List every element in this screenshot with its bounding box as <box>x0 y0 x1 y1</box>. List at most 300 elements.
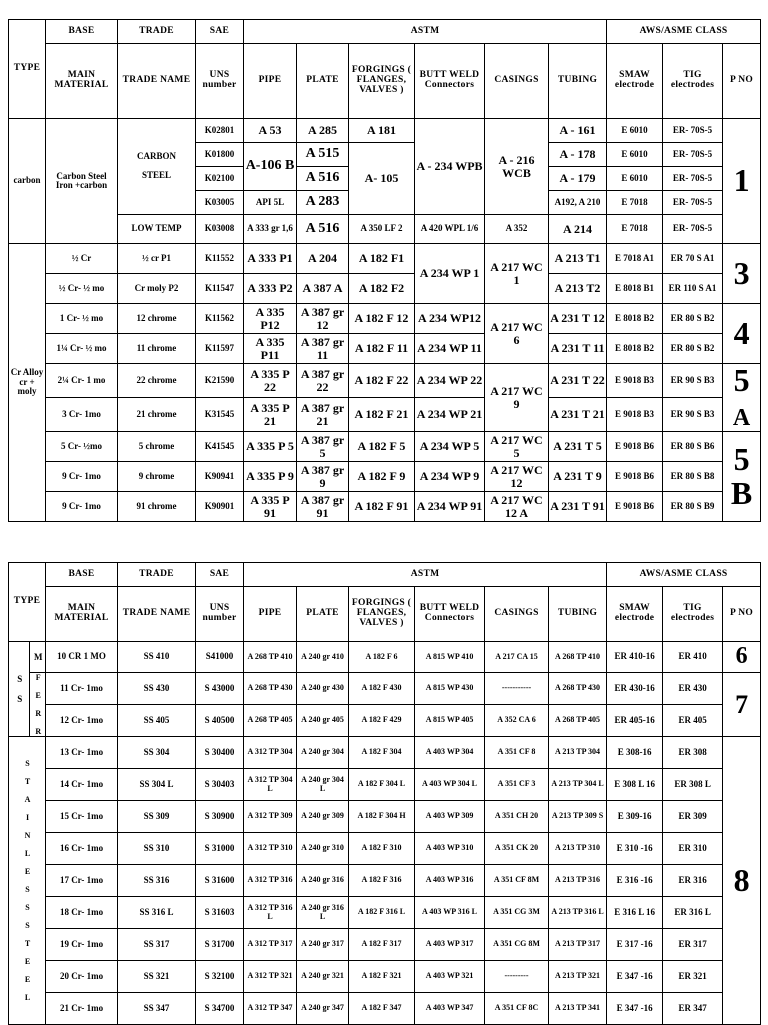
main-material-cell: ½ Cr- ½ mo <box>46 274 118 304</box>
smaw-cell: E 8018 B2 <box>607 304 663 334</box>
sae-cell: K21590 <box>196 364 244 398</box>
tubing-cell: A 231 T 9 <box>549 462 607 492</box>
tig-cell: ER 347 <box>663 993 723 1025</box>
pno-cell: 8 <box>723 737 761 1025</box>
casings-cell: A 217 WC 9 <box>485 364 549 432</box>
main-material-cell: 13 Cr- 1mo <box>46 737 118 769</box>
ss-type-cell: S S <box>9 642 30 737</box>
butt-weld-cell: A 403 WP 304 <box>415 737 485 769</box>
casings-header: CASINGS <box>485 587 549 642</box>
tig-cell: ER 316 L <box>663 897 723 929</box>
forgings-cell: A 182 F 11 <box>349 334 415 364</box>
main-material-cell: 9 Cr- 1mo <box>46 462 118 492</box>
plate-cell: A 516 <box>297 215 349 244</box>
smaw-cell: E 9018 B6 <box>607 492 663 522</box>
plate-cell: A 285 <box>297 119 349 143</box>
tubing-cell: A 213 TP 310 <box>549 833 607 865</box>
forgings-cell: A 182 F 12 <box>349 304 415 334</box>
trade-name-cell: 22 chrome <box>118 364 196 398</box>
butt-weld-cell: A 403 WP 310 <box>415 833 485 865</box>
sae-cell: K90901 <box>196 492 244 522</box>
trade-name-cell: 11 chrome <box>118 334 196 364</box>
pno-cell: 5 B <box>723 432 761 522</box>
tig-cell: ER 80 S B2 <box>663 334 723 364</box>
type-cell: Cr Alloy cr + moly <box>9 244 46 522</box>
plate-cell: A 387 gr 9 <box>297 462 349 492</box>
tubing-cell: A 213 TP 321 <box>549 961 607 993</box>
plate-cell: A 240 gr 317 <box>297 929 349 961</box>
tubing-cell: A 268 TP 430 <box>549 673 607 705</box>
pno-cell: 6 <box>723 642 761 673</box>
pipe-cell: A 333 gr 1,6 <box>244 215 297 244</box>
tig-cell: ER 90 S B3 <box>663 364 723 398</box>
smaw-cell: E 9018 B3 <box>607 398 663 432</box>
sae-cell: K11597 <box>196 334 244 364</box>
sae-cell: S 40500 <box>196 705 244 737</box>
pipe-cell: A 268 TP 410 <box>244 642 297 673</box>
casings-cell: ----------- <box>485 673 549 705</box>
pipe-cell: A 335 P12 <box>244 304 297 334</box>
trade-name-cell: SS 310 <box>118 833 196 865</box>
trade-header: TRADE <box>118 563 196 587</box>
plate-cell: A 240 gr 310 <box>297 833 349 865</box>
main-material-cell: 19 Cr- 1mo <box>46 929 118 961</box>
forgings-cell: A 182 F2 <box>349 274 415 304</box>
stainless-steel-cell: S T A I N L E S S S T E E L <box>9 737 46 1025</box>
trade-name-header: TRADE NAME <box>118 44 196 119</box>
pipe-cell: A 312 TP 347 <box>244 993 297 1025</box>
casings-cell: A 217 WC 12 A <box>485 492 549 522</box>
forgings-cell: A 182 F1 <box>349 244 415 274</box>
pipe-cell: A 335 P 22 <box>244 364 297 398</box>
sae-cell: K11552 <box>196 244 244 274</box>
casings-cell: A 217 CA 15 <box>485 642 549 673</box>
plate-cell: A 240 gr 309 <box>297 801 349 833</box>
smaw-cell: E 7018 <box>607 191 663 215</box>
plate-cell: A 516 <box>297 167 349 191</box>
pipe-cell: A 312 TP 304 <box>244 737 297 769</box>
main-material-cell: 9 Cr- 1mo <box>46 492 118 522</box>
pipe-cell: A 335 P 91 <box>244 492 297 522</box>
tubing-cell: A 213 TP 316 <box>549 865 607 897</box>
casings-cell: A 351 CH 20 <box>485 801 549 833</box>
tig-cell: ER 80 S B9 <box>663 492 723 522</box>
smaw-cell: E 9018 B6 <box>607 462 663 492</box>
pipe-cell: A 312 TP 321 <box>244 961 297 993</box>
main-material-cell: 2¼ Cr- 1 mo <box>46 364 118 398</box>
plate-cell: A 240 gr 405 <box>297 705 349 737</box>
type-header: TYPE <box>9 20 46 119</box>
uns-header: UNS number <box>196 587 244 642</box>
trade-name-cell: SS 347 <box>118 993 196 1025</box>
uns-header: UNS number <box>196 44 244 119</box>
plate-cell: A 240 gr 410 <box>297 642 349 673</box>
pno-cell: 4 <box>723 304 761 364</box>
trade-name-cell: SS 430 <box>118 673 196 705</box>
butt-weld-cell: A - 234 WPB <box>415 119 485 215</box>
forgings-cell: A 182 F 304 L <box>349 769 415 801</box>
butt-weld-cell: A 234 WP 91 <box>415 492 485 522</box>
butt-weld-cell: A 234 WP 1 <box>415 244 485 304</box>
forgings-cell: A- 105 <box>349 143 415 215</box>
plate-cell: A 387 gr 5 <box>297 432 349 462</box>
type-cell: carbon <box>9 119 46 244</box>
forgings-cell: A 182 F 21 <box>349 398 415 432</box>
butt-weld-header: BUTT WELD Connectors <box>415 587 485 642</box>
plate-cell: A 387 gr 22 <box>297 364 349 398</box>
main-material-cell: 12 Cr- 1mo <box>46 705 118 737</box>
sae-cell: K03008 <box>196 215 244 244</box>
smaw-cell: E 308-16 <box>607 737 663 769</box>
pipe-cell: A 312 TP 310 <box>244 833 297 865</box>
butt-weld-cell: A 403 WP 316 L <box>415 897 485 929</box>
forgings-cell: A 182 F 321 <box>349 961 415 993</box>
tubing-header: TUBING <box>549 44 607 119</box>
butt-weld-cell: A 815 WP 430 <box>415 673 485 705</box>
sae-cell: S 32100 <box>196 961 244 993</box>
pno-cell: 7 <box>723 673 761 737</box>
tubing-cell: A 213 TP 316 L <box>549 897 607 929</box>
tubing-cell: A 214 <box>549 215 607 244</box>
plate-header: PLATE <box>297 587 349 642</box>
trade-name-cell: ½ cr P1 <box>118 244 196 274</box>
forgings-header: FORGINGS ( FLANGES, VALVES ) <box>349 587 415 642</box>
main-material-header: MAIN MATERIAL <box>46 587 118 642</box>
smaw-cell: E 316 -16 <box>607 865 663 897</box>
tubing-cell: A 213 TP 304 L <box>549 769 607 801</box>
tubing-cell: A 231 T 22 <box>549 364 607 398</box>
smaw-cell: E 6010 <box>607 143 663 167</box>
pipe-cell: A 335 P11 <box>244 334 297 364</box>
tubing-cell: A 213 TP 317 <box>549 929 607 961</box>
plate-header: PLATE <box>297 44 349 119</box>
casings-cell: --------- <box>485 961 549 993</box>
casings-cell: A 217 WC 6 <box>485 304 549 364</box>
casings-cell: A 351 CF 8 <box>485 737 549 769</box>
main-material-cell: 1¼ Cr- ½ mo <box>46 334 118 364</box>
tig-cell: ER 321 <box>663 961 723 993</box>
plate-cell: A 240 gr 430 <box>297 673 349 705</box>
plate-cell: A 387 gr 12 <box>297 304 349 334</box>
main-material-cell: 20 Cr- 1mo <box>46 961 118 993</box>
martensitic-cell: M <box>30 642 46 673</box>
sae-cell: K11547 <box>196 274 244 304</box>
pipe-cell: A 335 P 21 <box>244 398 297 432</box>
forgings-cell: A 182 F 316 <box>349 865 415 897</box>
tig-cell: ER 80 S B6 <box>663 432 723 462</box>
butt-weld-cell: A 815 WP 405 <box>415 705 485 737</box>
sae-cell: K31545 <box>196 398 244 432</box>
smaw-cell: ER 405-16 <box>607 705 663 737</box>
plate-cell: A 240 gr 304 <box>297 737 349 769</box>
sae-cell: S 31700 <box>196 929 244 961</box>
main-material-cell: 15 Cr- 1mo <box>46 801 118 833</box>
butt-weld-cell: A 234 WP 5 <box>415 432 485 462</box>
plate-cell: A 240 gr 316 L <box>297 897 349 929</box>
main-material-cell: 18 Cr- 1mo <box>46 897 118 929</box>
main-material-cell: 10 CR 1 MO <box>46 642 118 673</box>
casings-cell: A 217 WC 5 <box>485 432 549 462</box>
tig-cell: ER 316 <box>663 865 723 897</box>
trade-name-cell: SS 317 <box>118 929 196 961</box>
casings-cell: A 351 CG 3M <box>485 897 549 929</box>
plate-cell: A 283 <box>297 191 349 215</box>
sae-cell: K11562 <box>196 304 244 334</box>
tig-cell: ER 70 S A1 <box>663 244 723 274</box>
plate-cell: A 387 gr 11 <box>297 334 349 364</box>
trade-name-cell: SS 405 <box>118 705 196 737</box>
tubing-cell: A 231 T 91 <box>549 492 607 522</box>
pipe-cell: A 312 TP 316 <box>244 865 297 897</box>
trade-name-header: TRADE NAME <box>118 587 196 642</box>
stainless-steel-table <box>8 562 761 1025</box>
pipe-cell: A 333 P2 <box>244 274 297 304</box>
trade-name-cell: CARBON STEEL <box>118 119 196 215</box>
pipe-cell: A 312 TP 304 L <box>244 769 297 801</box>
smaw-cell: E 308 L 16 <box>607 769 663 801</box>
carbon-cr-moly-table <box>8 19 761 522</box>
tig-cell: ER- 70S-5 <box>663 215 723 244</box>
trade-name-cell: SS 309 <box>118 801 196 833</box>
plate-cell: A 387 gr 21 <box>297 398 349 432</box>
ferritic-cell: F E R R <box>30 673 46 737</box>
sae-cell: K90941 <box>196 462 244 492</box>
tig-cell: ER- 70S-5 <box>663 191 723 215</box>
sae-cell: K41545 <box>196 432 244 462</box>
pno-cell: 3 <box>723 244 761 304</box>
sae-cell: K02801 <box>196 119 244 143</box>
plate-cell: A 387 gr 91 <box>297 492 349 522</box>
butt-weld-cell: A 403 WP 317 <box>415 929 485 961</box>
tubing-cell: A 213 TP 341 <box>549 993 607 1025</box>
forgings-cell: A 350 LF 2 <box>349 215 415 244</box>
forgings-cell: A 182 F 429 <box>349 705 415 737</box>
trade-name-cell: 21 chrome <box>118 398 196 432</box>
smaw-cell: E 347 -16 <box>607 961 663 993</box>
butt-weld-cell: A 234 WP 9 <box>415 462 485 492</box>
pipe-cell: A 268 TP 430 <box>244 673 297 705</box>
casings-cell: A 352 CA 6 <box>485 705 549 737</box>
pipe-header: PIPE <box>244 44 297 119</box>
smaw-cell: E 6010 <box>607 119 663 143</box>
main-material-cell: 16 Cr- 1mo <box>46 833 118 865</box>
smaw-cell: E 7018 <box>607 215 663 244</box>
pipe-cell: A 312 TP 317 <box>244 929 297 961</box>
tubing-cell: A - 161 <box>549 119 607 143</box>
tig-cell: ER 80 S B2 <box>663 304 723 334</box>
main-material-header: MAIN MATERIAL <box>46 44 118 119</box>
tubing-cell: A 231 T 11 <box>549 334 607 364</box>
forgings-cell: A 182 F 347 <box>349 993 415 1025</box>
tubing-header: TUBING <box>549 587 607 642</box>
sae-cell: K02100 <box>196 167 244 191</box>
tubing-cell: A 231 T 21 <box>549 398 607 432</box>
trade-name-cell: 9 chrome <box>118 462 196 492</box>
sae-cell: S 30400 <box>196 737 244 769</box>
plate-cell: A 515 <box>297 143 349 167</box>
tig-cell: ER 310 <box>663 833 723 865</box>
smaw-cell: E 8018 B1 <box>607 274 663 304</box>
main-material-cell: Carbon Steel Iron +carbon <box>46 119 118 244</box>
casings-cell: A 351 CF 3 <box>485 769 549 801</box>
casings-cell: A 217 WC 1 <box>485 244 549 304</box>
tig-cell: ER 405 <box>663 705 723 737</box>
butt-weld-header: BUTT WELD Connectors <box>415 44 485 119</box>
smaw-cell: E 316 L 16 <box>607 897 663 929</box>
pipe-cell: A 335 P 5 <box>244 432 297 462</box>
butt-weld-cell: A 403 WP 309 <box>415 801 485 833</box>
forgings-header: FORGINGS ( FLANGES, VALVES ) <box>349 44 415 119</box>
butt-weld-cell: A 234 WP 11 <box>415 334 485 364</box>
main-material-cell: ½ Cr <box>46 244 118 274</box>
pipe-cell: A 53 <box>244 119 297 143</box>
butt-weld-cell: A 403 WP 316 <box>415 865 485 897</box>
plate-cell: A 204 <box>297 244 349 274</box>
tig-cell: ER 309 <box>663 801 723 833</box>
trade-name-cell: 5 chrome <box>118 432 196 462</box>
sae-cell: S 31000 <box>196 833 244 865</box>
sae-cell: S 30900 <box>196 801 244 833</box>
main-material-cell: 21 Cr- 1mo <box>46 993 118 1025</box>
tig-cell: ER 410 <box>663 642 723 673</box>
trade-name-cell: 12 chrome <box>118 304 196 334</box>
main-material-cell: 1 Cr- ½ mo <box>46 304 118 334</box>
trade-name-cell: SS 410 <box>118 642 196 673</box>
forgings-cell: A 182 F 6 <box>349 642 415 673</box>
trade-name-cell: SS 304 <box>118 737 196 769</box>
tig-cell: ER 317 <box>663 929 723 961</box>
smaw-header: SMAW electrode <box>607 44 663 119</box>
sae-cell: S 31603 <box>196 897 244 929</box>
forgings-cell: A 181 <box>349 119 415 143</box>
smaw-cell: E 9018 B6 <box>607 432 663 462</box>
smaw-cell: ER 430-16 <box>607 673 663 705</box>
sae-header: SAE <box>196 20 244 44</box>
pno-header: P NO <box>723 587 761 642</box>
forgings-cell: A 182 F 9 <box>349 462 415 492</box>
casings-cell: A 351 CK 20 <box>485 833 549 865</box>
plate-cell: A 240 gr 316 <box>297 865 349 897</box>
forgings-cell: A 182 F 304 <box>349 737 415 769</box>
butt-weld-cell: A 234 WP12 <box>415 304 485 334</box>
pno-cell: 5 A <box>723 364 761 432</box>
butt-weld-cell: A 815 WP 410 <box>415 642 485 673</box>
sae-cell: S 30403 <box>196 769 244 801</box>
sae-header: SAE <box>196 563 244 587</box>
forgings-cell: A 182 F 316 L <box>349 897 415 929</box>
trade-name-cell: SS 316 <box>118 865 196 897</box>
forgings-cell: A 182 F 91 <box>349 492 415 522</box>
pipe-header: PIPE <box>244 587 297 642</box>
tig-cell: ER 110 S A1 <box>663 274 723 304</box>
smaw-cell: ER 410-16 <box>607 642 663 673</box>
plate-cell: A 387 A <box>297 274 349 304</box>
sae-cell: S 34700 <box>196 993 244 1025</box>
butt-weld-cell: A 234 WP 21 <box>415 398 485 432</box>
sae-cell: K03005 <box>196 191 244 215</box>
tubing-cell: A192, A 210 <box>549 191 607 215</box>
tubing-cell: A 213 TP 309 S <box>549 801 607 833</box>
main-material-cell: 17 Cr- 1mo <box>46 865 118 897</box>
plate-cell: A 240 gr 347 <box>297 993 349 1025</box>
pipe-cell: A 333 P1 <box>244 244 297 274</box>
smaw-cell: E 7018 A1 <box>607 244 663 274</box>
trade-name-cell: SS 316 L <box>118 897 196 929</box>
aws-header: AWS/ASME CLASS <box>607 563 761 587</box>
sae-cell: S41000 <box>196 642 244 673</box>
pipe-cell: A 268 TP 405 <box>244 705 297 737</box>
casings-cell: A 352 <box>485 215 549 244</box>
main-material-cell: 5 Cr- ½mo <box>46 432 118 462</box>
tig-cell: ER 308 <box>663 737 723 769</box>
tig-header: TIG electrodes <box>663 44 723 119</box>
base-header: BASE <box>46 563 118 587</box>
type-header: TYPE <box>9 563 46 642</box>
tig-cell: ER- 70S-5 <box>663 119 723 143</box>
tig-cell: ER 308 L <box>663 769 723 801</box>
aws-header: AWS/ASME CLASS <box>607 20 761 44</box>
tubing-cell: A 213 TP 304 <box>549 737 607 769</box>
trade-name-cell: SS 321 <box>118 961 196 993</box>
butt-weld-cell: A 420 WPL 1/6 <box>415 215 485 244</box>
trade-name-cell: 91 chrome <box>118 492 196 522</box>
tig-cell: ER 430 <box>663 673 723 705</box>
tig-cell: ER- 70S-5 <box>663 143 723 167</box>
butt-weld-cell: A 234 WP 22 <box>415 364 485 398</box>
main-material-cell: 3 Cr- 1mo <box>46 398 118 432</box>
tig-cell: ER 80 S B8 <box>663 462 723 492</box>
astm-header: ASTM <box>244 20 607 44</box>
tubing-cell: A - 178 <box>549 143 607 167</box>
trade-name-cell: SS 304 L <box>118 769 196 801</box>
forgings-cell: A 182 F 317 <box>349 929 415 961</box>
trade-name-cell: Cr moly P2 <box>118 274 196 304</box>
butt-weld-cell: A 403 WP 347 <box>415 993 485 1025</box>
pipe-cell: API 5L <box>244 191 297 215</box>
casings-cell: A 351 CG 8M <box>485 929 549 961</box>
pno-cell: 1 <box>723 119 761 244</box>
tig-header: TIG electrodes <box>663 587 723 642</box>
plate-cell: A 240 gr 321 <box>297 961 349 993</box>
tubing-cell: A 213 T1 <box>549 244 607 274</box>
tubing-cell: A 231 T 5 <box>549 432 607 462</box>
sae-cell: S 31600 <box>196 865 244 897</box>
forgings-cell: A 182 F 310 <box>349 833 415 865</box>
pipe-cell: A 312 TP 309 <box>244 801 297 833</box>
casings-cell: A 351 CF 8M <box>485 865 549 897</box>
plate-cell: A 240 gr 304 L <box>297 769 349 801</box>
forgings-cell: A 182 F 304 H <box>349 801 415 833</box>
smaw-cell: E 8018 B2 <box>607 334 663 364</box>
main-material-cell: 11 Cr- 1mo <box>46 673 118 705</box>
tubing-cell: A 213 T2 <box>549 274 607 304</box>
butt-weld-cell: A 403 WP 321 <box>415 961 485 993</box>
tubing-cell: A 268 TP 410 <box>549 642 607 673</box>
forgings-cell: A 182 F 430 <box>349 673 415 705</box>
casings-cell: A 217 WC 12 <box>485 462 549 492</box>
casings-cell: A - 216 WCB <box>485 119 549 215</box>
pipe-cell: A 335 P 9 <box>244 462 297 492</box>
trade-name-cell: LOW TEMP <box>118 215 196 244</box>
smaw-cell: E 309-16 <box>607 801 663 833</box>
astm-header: ASTM <box>244 563 607 587</box>
tig-cell: ER- 70S-5 <box>663 167 723 191</box>
sae-cell: K01800 <box>196 143 244 167</box>
main-material-cell: 14 Cr- 1mo <box>46 769 118 801</box>
pno-header: P NO <box>723 44 761 119</box>
casings-header: CASINGS <box>485 44 549 119</box>
tubing-cell: A 268 TP 405 <box>549 705 607 737</box>
